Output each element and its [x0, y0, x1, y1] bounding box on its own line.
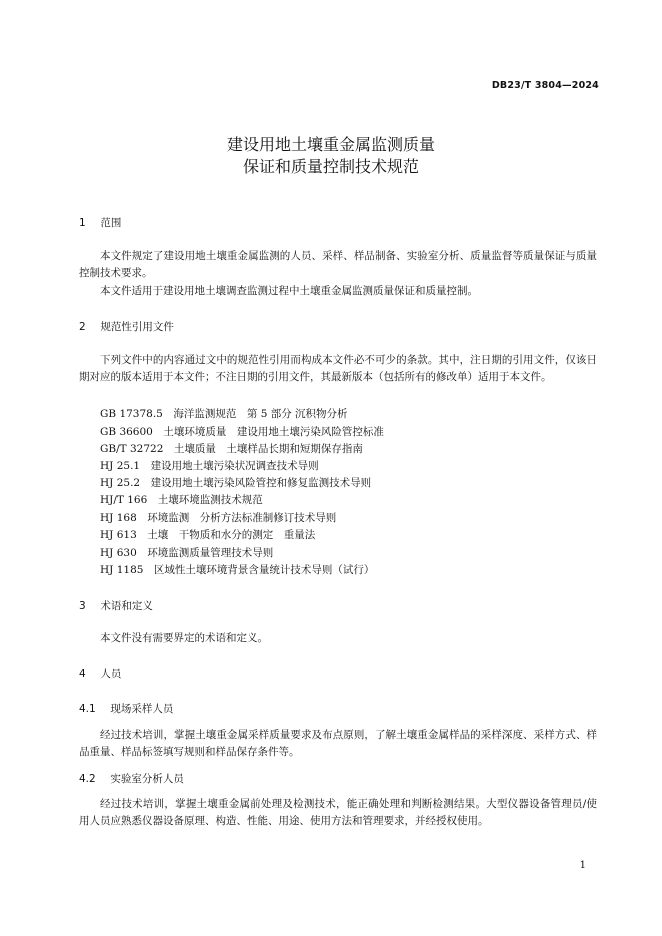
reference-item: HJ 25.1 建设用地土壤污染状况调查技术导则 [100, 460, 319, 472]
section-2-heading [79, 319, 174, 334]
page-number: 1 [579, 860, 586, 871]
section-4-1-heading [79, 701, 173, 716]
reference-item: GB 17378.5 海洋监测规范 第 5 部分 沉积物分析 [100, 408, 348, 420]
section-title: 规范性引用文件 [100, 321, 174, 333]
section-title: 范围 [100, 217, 122, 229]
section-title: 实验室分析人员 [110, 773, 184, 785]
section-number: 2 [79, 321, 86, 333]
section-4-heading [79, 666, 121, 681]
document-title-line2: 保证和质量控制技术规范 [242, 157, 419, 176]
section-1-heading [79, 215, 121, 230]
section-3-heading [79, 598, 153, 613]
reference-item: HJ 168 环境监测 分析方法标准制修订技术导则 [100, 512, 337, 524]
section-number: 4.2 [79, 773, 96, 785]
reference-item: HJ 630 环境监测质量管理技术导则 [100, 547, 274, 559]
section-4-2-heading [79, 771, 184, 786]
section-number: 4.1 [79, 703, 96, 715]
section-number: 1 [79, 217, 86, 229]
section-title: 人员 [100, 668, 122, 680]
section-number: 3 [79, 600, 86, 612]
standard-code: DB23/T 3804—2024 [491, 80, 599, 91]
reference-item: HJ 1185 区域性土壤环境背景含量统计技术导则（试行） [100, 564, 375, 576]
section-4-1-paragraph-1: 经过技术培训，掌握土壤重金属采样质量要求及布点原则，了解土壤重金属样品的采样深度、采样方式、样品重量、样品标签填写规则和样品保存条件等。 [79, 729, 597, 758]
section-number: 4 [79, 668, 86, 680]
document-title-line1: 建设用地土壤重金属监测质量 [226, 135, 435, 154]
section-4-2-paragraph-1: 经过技术培训，掌握土壤重金属前处理及检测技术，能正确处理和判断检测结果。大型仪器设备管理员/使用人员应熟悉仪器设备原理、构造、性能、用途、使用方法和管理要求，并经授权使用。 [79, 798, 597, 827]
section-1-paragraph-1: 本文件规定了建设用地土壤重金属监测的人员、采样、样品制备、实验室分析、质量监督等质量保证与质量控制技术要求。 [79, 250, 597, 279]
section-title: 术语和定义 [100, 600, 153, 612]
reference-item: GB/T 32722 土壤质量 土壤样品长期和短期保存指南 [100, 443, 363, 455]
reference-item: HJ 25.2 建设用地土壤污染风险管控和修复监测技术导则 [100, 477, 372, 489]
section-1-paragraph-2: 本文件适用于建设用地土壤调查监测过程中土壤重金属监测质量保证和质量控制。 [100, 285, 478, 297]
reference-item: HJ 613 土壤 干物质和水分的测定 重量法 [100, 529, 316, 541]
reference-item: HJ/T 166 土壤环境监测技术规范 [100, 494, 263, 506]
section-3-paragraph-1: 本文件没有需要界定的术语和定义。 [100, 632, 268, 644]
section-2-paragraph-1: 下列文件中的内容通过文中的规范性引用而构成本文件必不可少的条款。其中，注日期的引用文件，仅该日期对应的版本适用于本文件；不注日期的引用文件，其最新版本（包括所有的修改单）适用于本文件。 [79, 354, 597, 383]
reference-item: GB 36600 土壤环境质量 建设用地土壤污染风险管控标准 [100, 426, 384, 438]
section-title: 现场采样人员 [110, 703, 174, 715]
